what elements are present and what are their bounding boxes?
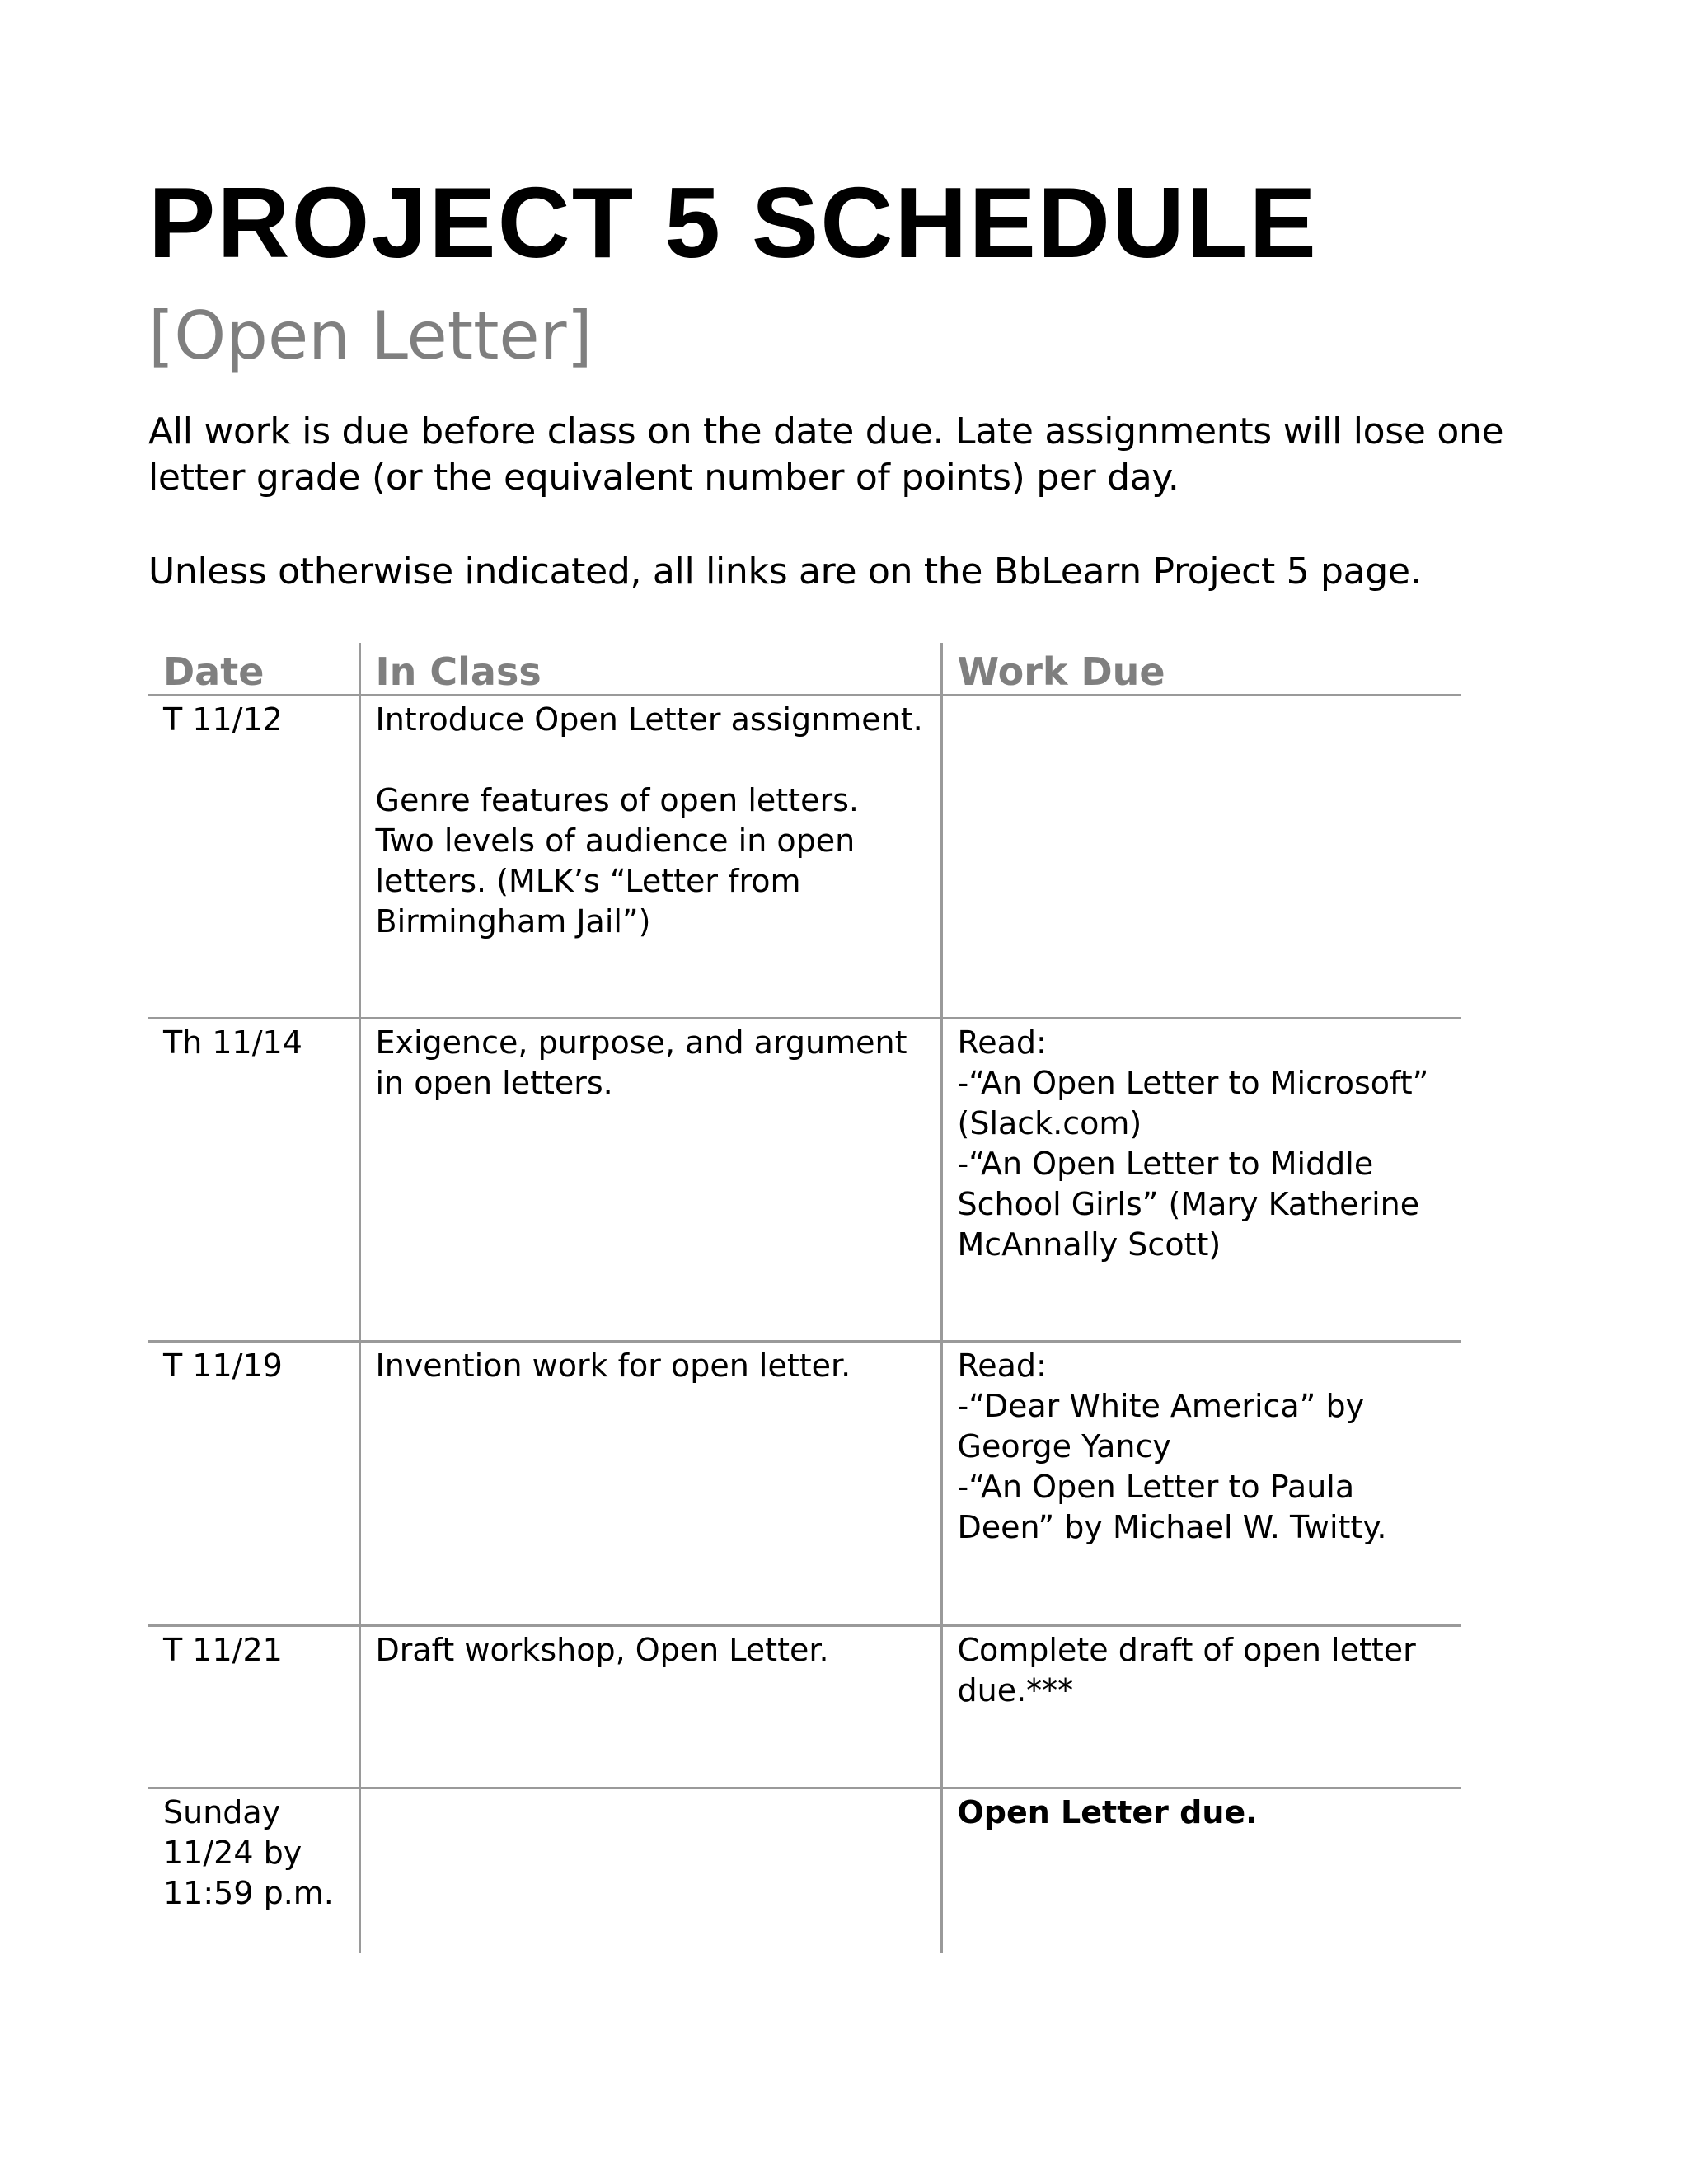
page-title: PROJECT 5 SCHEDULE (148, 166, 1318, 279)
row-in-class: Draft workshop, Open Letter. (359, 1626, 941, 1788)
row-in-class: Invention work for open letter. (359, 1342, 941, 1626)
row-work-due: Open Letter due. (941, 1788, 1461, 1954)
reading-item: -“An Open Letter to Microsoft” (Slack.com) (957, 1065, 1429, 1141)
reading-item: -“An Open Letter to Paula Deen” by Michael W. Twitty. (957, 1469, 1387, 1545)
table-row (148, 1342, 1461, 1626)
table-row (148, 1019, 1461, 1342)
in-class-text: Introduce Open Letter assignment. (375, 701, 923, 738)
row-date: Sunday 11/24 by 11:59 p.m. (163, 1794, 334, 1911)
row-work-due: Complete draft of open letter due.*** (941, 1626, 1461, 1788)
table-header-row (148, 643, 1461, 696)
reading-item: -“Dear White America” by George Yancy (957, 1388, 1365, 1465)
row-work-due (941, 1019, 1461, 1342)
header-in-class: In Class (359, 643, 941, 696)
row-work-due (941, 696, 1461, 1019)
row-in-class (359, 696, 941, 1019)
row-date: T 11/21 (148, 1626, 359, 1788)
table-row (148, 696, 1461, 1019)
row-date: T 11/19 (148, 1342, 359, 1626)
table-row (148, 1788, 1461, 1954)
reading-label: Read: (957, 1347, 1047, 1384)
row-in-class: Exigence, purpose, and argument in open letters. (359, 1019, 941, 1342)
reading-label: Read: (957, 1024, 1047, 1061)
row-in-class (359, 1788, 941, 1954)
due-policy-text: All work is due before class on the date due. Late assignments will lose one letter grade (or the equivalent number of points) per day. (148, 410, 1504, 499)
header-date: Date (148, 643, 359, 696)
row-date: T 11/12 (148, 696, 359, 1019)
row-date: Th 11/14 (148, 1019, 359, 1342)
header-work-due: Work Due (941, 643, 1461, 696)
links-note-text: Unless otherwise indicated, all links are on the BbLearn Project 5 page. (148, 551, 1422, 593)
row-work-due (941, 1342, 1461, 1626)
table-row (148, 1626, 1461, 1788)
page-subtitle: [Open Letter] (148, 298, 593, 374)
in-class-text: Genre features of open letters. Two levels of audience in open letters. (MLK’s “Letter from Birmingham Jail”) (375, 782, 859, 940)
reading-item: -“An Open Letter to Middle School Girls” (Mary Katherine McAnnally Scott) (957, 1146, 1420, 1263)
schedule-table (148, 643, 1461, 1953)
